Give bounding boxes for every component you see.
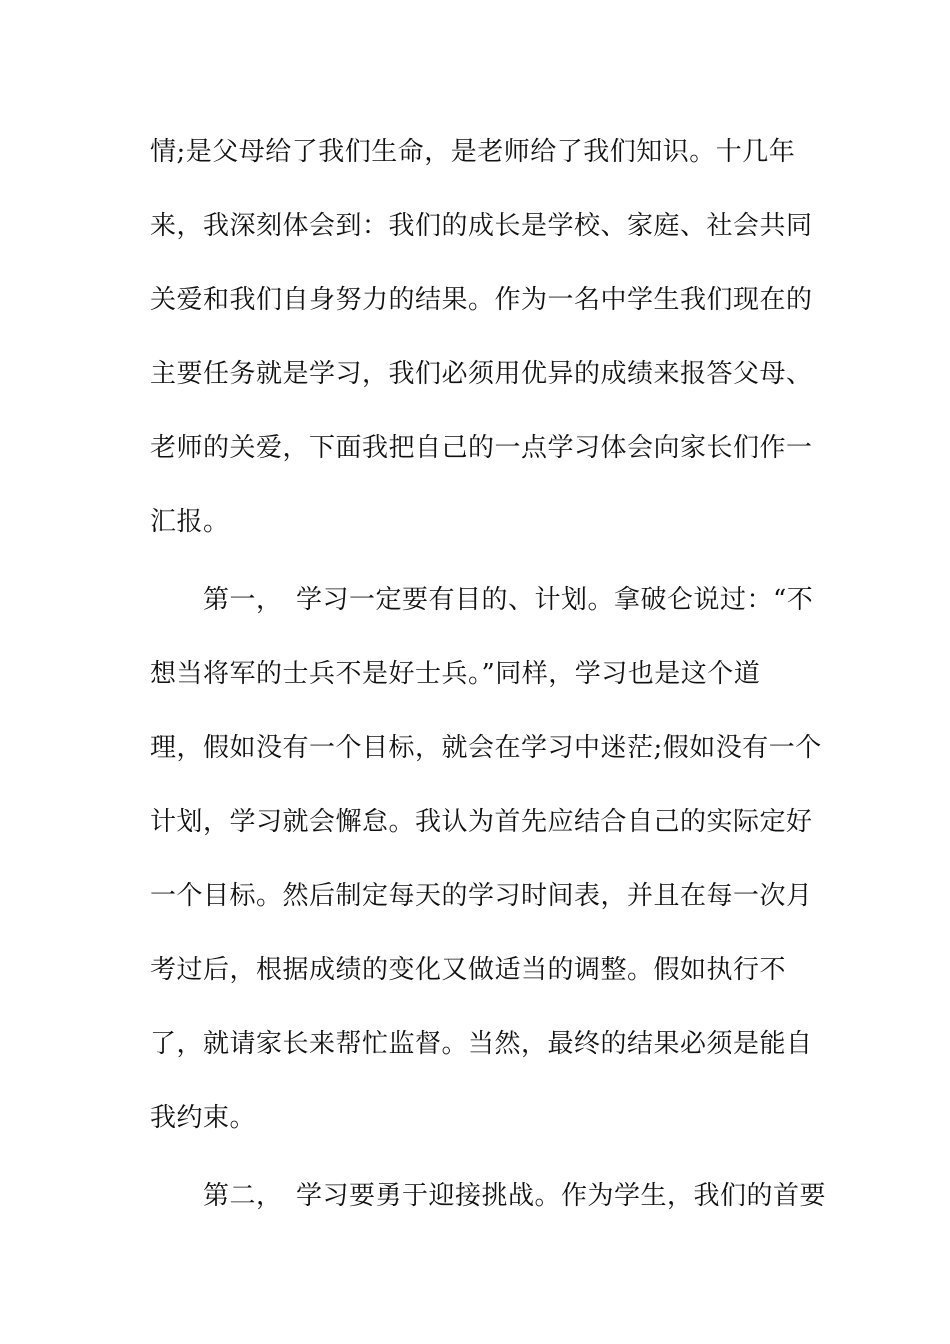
text-line: 计划，学习就会懈怠。我认为首先应结合自己的实际定好	[150, 807, 813, 837]
text-line: 考过后，根据成绩的变化又做适当的调整。假如执行不	[150, 955, 787, 985]
text-line: 了，就请家长来帮忙监督。当然，最终的结果必须是能自	[150, 1029, 813, 1059]
text-line: 来，我深刻体会到：我们的成长是学校、家庭、社会共同	[150, 211, 813, 241]
text-line: 想当将军的士兵不是好士兵。”同样，学习也是这个道	[150, 659, 761, 689]
text-line: 汇报。	[150, 507, 230, 537]
text-line: 情;是父母给了我们生命，是老师给了我们知识。十几年	[150, 137, 796, 167]
text-line: 第二， 学习要勇于迎接挑战。作为学生，我们的首要	[150, 1181, 827, 1211]
text-line: 我约束。	[150, 1103, 257, 1133]
text-line: 第一， 学习一定要有目的、计划。拿破仑说过：“不	[150, 585, 814, 615]
text-line: 关爱和我们自身努力的结果。作为一名中学生我们现在的	[150, 285, 813, 315]
text-line: 一个目标。然后制定每天的学习时间表，并且在每一次月	[150, 881, 813, 911]
text-line: 老师的关爱，下面我把自己的一点学习体会向家长们作一	[150, 433, 813, 463]
text-line: 理，假如没有一个目标，就会在学习中迷茫;假如没有一个	[150, 733, 822, 763]
text-line: 主要任务就是学习，我们必须用优异的成绩来报答父母、	[150, 359, 813, 389]
